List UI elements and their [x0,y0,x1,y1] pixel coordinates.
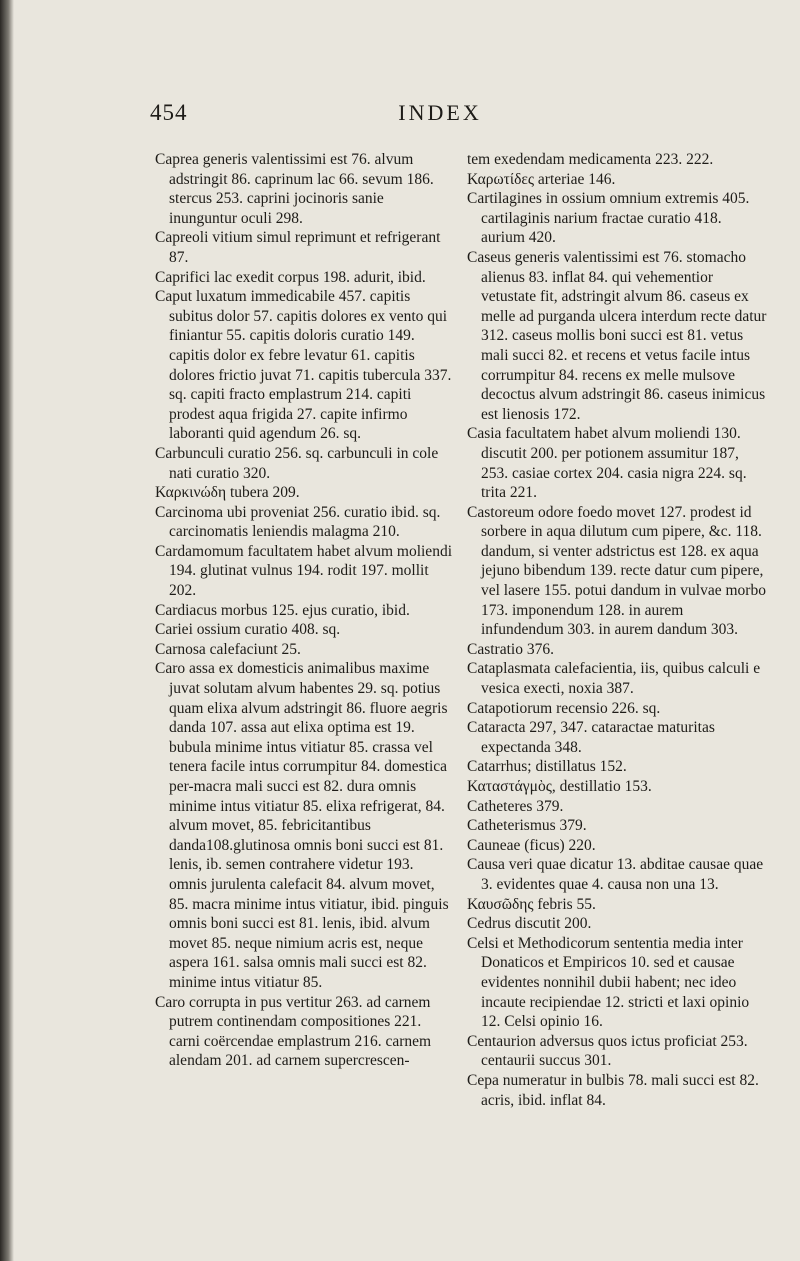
index-entry: Καρκινώδη tubera 209. [155,484,300,502]
index-entry: Cardiacus morbus 125. ejus curatio, ibid. [155,601,410,619]
index-entry: Carbunculi curatio 256. sq. carbunculi in cole nati curatio 320. [155,444,439,482]
index-entry: Catarrhus; distillatus 152. [467,758,627,776]
index-entry: Caro assa ex domesticis animalibus maxime juvat solutam alvum habentes 29. sq. potius quam elixa alvum adstringit 86. fluore aegris danda 107. assa aut elixa optima est 19. bubula minime intus vitiatur 85. crassa vel tenera facile intus corrumpitur 84. domestica per-macra mali succi est 82. dura omnis minime intus vitiatur 85. elixa refrigerat, 84. alvum movet, 85. febricitantibus danda108.glutinosa omnis boni succi est 81. lenis, ib. semen contrahere videtur 193. omnis jurulenta calefacit 84. alvum movet, 85. macra minime intus vitiatur, ibid. pinguis omnis boni succi est 81. lenis, ibid. alvum movet 85. neque nimium acris est, neque aspera 161. salsa omnis mali succi est 82. minime intus vitiatur 85. [155,660,449,991]
page-number: 454 [150,100,188,125]
index-entry: Centaurion adversus quos ictus proficiat 253. centaurii succus 301. [467,1032,748,1070]
index-entry: Cardamomum facultatem habet alvum moliendi 194. glutinat vulnus 194. rodit 197. mollit 202. [155,542,452,600]
index-entry: Caseus generis valentissimi est 76. stomacho alienus 83. inflat 84. qui vehementior vetustate fit, adstringit alvum 86. caseus ex melle ad purganda ulcera interdum recte datur 312. caseus mollis boni succi est 81. vetus mali succi 82. et recens et vetus facile intus corrumpitur 84. recens ex melle mulsove decoctus alvum adstringit 86. caseus inimicus est lienosis 172. [467,248,767,423]
index-entry: Capreoli vitium simul reprimunt et refrigerant 87. [155,229,441,266]
index-entry: Catheteres 379. [467,797,564,815]
index-entry: Καυσῶδης febris 55. [467,895,596,913]
index-entry: Cepa numeratur in bulbis 78. mali succi est 82. acris, ibid. inflat 84. [467,1071,759,1109]
index-entry: Cartilagines in ossium omnium extremis 405. cartilaginis narium fractae curatio 418. aurium 420. [467,190,750,247]
running-head: INDEX [398,100,482,125]
index-entry: Castoreum odore foedo movet 127. prodest id sorbere in aqua dilutum cum pipere, &c. 118. dandum, si venter adstrictus est 128. ex aqua jejuno bibendum 139. recte datur cum pipere, vel lasere 155. potui dandum in vulvae morbo 173. imponendum 128. in aurem infundendum 303. in aurem dandum 303. [467,503,766,639]
index-entry: Castratio 376. [467,640,554,658]
index-entry: Cedrus discutit 200. [467,915,592,933]
index-entry: Carcinoma ubi proveniat 256. curatio ibid. sq. carcinomatis leniendis malagma 210. [155,503,441,541]
index-entry: Cariei ossium curatio 408. sq. [155,621,341,639]
index-entry: Cauneae (ficus) 220. [467,836,596,854]
index-entry: Caprifici lac exedit corpus 198. adurit, ibid. [155,268,426,286]
index-entry: Cataracta 297, 347. cataractae maturitas expectanda 348. [467,719,715,756]
left-column [155,150,455,1071]
index-entry: Casia facultatem habet alvum moliendi 130. discutit 200. per potionem assumitur 187, 253. casiae cortex 204. casia nigra 224. sq. trita 221. [467,425,747,502]
index-entry: Catheterismus 379. [467,817,587,835]
index-entry: Carnosa calefaciunt 25. [155,640,301,658]
index-entry: Caro corrupta in pus vertitur 263. ad carnem putrem continendam compositiones 221. carni coërcendae emplastrum 216. carnem alendam 201. ad carnem supercrescen- [155,993,432,1070]
page-binding-edge [0,0,14,1261]
index-entry: Celsi et Methodicorum sententia media inter Donaticos et Empiricos 10. sed et causae evidentes nonnihil dubii habent; nec ideo incaute recipiendae 12. stricti et laxi opinio 12. Celsi opinio 16. [467,934,750,1031]
index-entry: Causa veri quae dicatur 13. abditae causae quae 3. evidentes quae 4. causa non una 13. [467,856,764,893]
index-entry: Καρωτίδες arteriae 146. [467,170,616,188]
right-column [467,150,767,1110]
index-entry: Catapotiorum recensio 226. sq. [467,699,661,717]
index-entry: Caput luxatum immedicabile 457. capitis subitus dolor 57. capitis dolores ex vento qui finiantur 55. capitis doloris curatio 149. capitis dolor ex febre levatur 61. capitis dolores frictio juvat 71. capitis tubercula 337. sq. capiti fracto emplastrum 214. capiti prodest aqua frigida 27. capite infirmo laboranti quid agendum 26. sq. [155,288,452,443]
index-entry: Cataplasmata calefacientia, iis, quibus calculi e vesica execti, noxia 387. [467,660,761,698]
index-entry: Καταστάγμὸς, destillatio 153. [467,778,652,795]
page-header [0,100,800,134]
index-entry: tem exedendam medicamenta 223. 222. [467,151,714,168]
index-entry: Caprea generis valentissimi est 76. alvum adstringit 86. caprinum lac 66. sevum 186. stercus 253. caprini jocinoris sanie inunguntur oculi 298. [155,151,434,227]
